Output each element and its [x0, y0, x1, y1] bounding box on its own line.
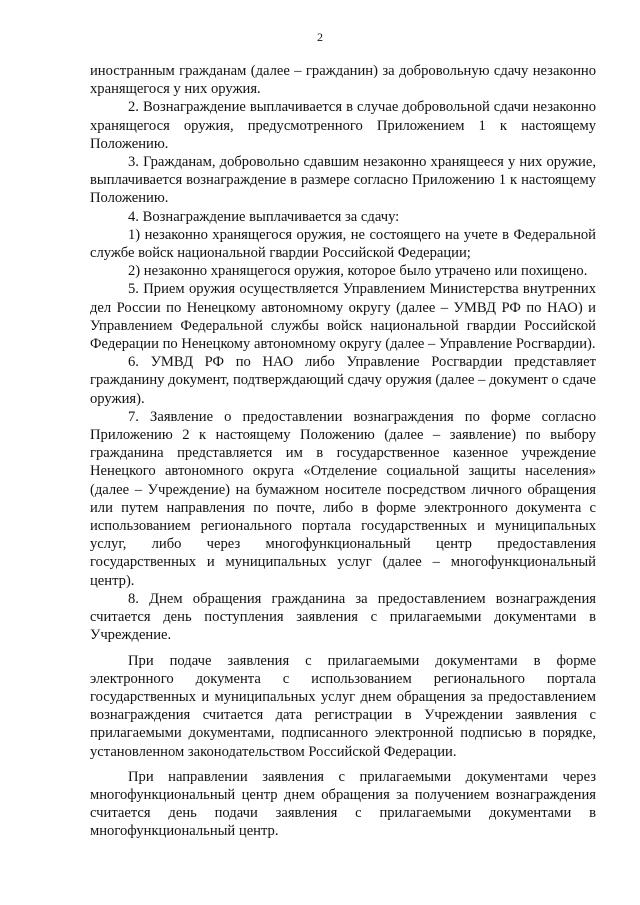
paragraph-item-6: 6. УМВД РФ по НАО либо Управление Росгвардии представляет гражданину документ, подтверждающий сдачу оружия (далее – документ о сдаче оружия).	[90, 354, 596, 407]
paragraph-item-5: 5. Прием оружия осуществляется Управлением Министерства внутренних дел России по Ненецкому автономному округу (далее – УМВД РФ по НАО) и Управлением Федеральной службы войск национальной гвардии Российской Федерации по Ненецкому автономному округу (далее – Управление Росгвардии).	[90, 281, 596, 353]
paragraph-gap	[90, 645, 596, 652]
paragraph-gap	[90, 761, 596, 768]
paragraph-item-4-sub-1: 1) незаконно хранящегося оружия, не состоящего на учете в Федеральной службе войск национальной гвардии Российской Федерации;	[90, 226, 596, 262]
paragraph-item-7: 7. Заявление о предоставлении вознаграждения по форме согласно Приложению 2 к настоящему Положению (далее – заявление) по выбору гражданина представляется им в государственное казенное учреждение Ненецкого автономного округа «Отделение социальной защиты населения» (далее – Учреждение) на бумажном носителе посредством личного обращения или путем направления по почте, либо в форме электронного документа с использованием регионального портала государственных и муниципальных услуг, либо через многофункциональный центр предоставления государственных и муниципальных услуг (далее – многофункциональный центр).	[90, 408, 596, 589]
paragraph-item-8: 8. Днем обращения гражданина за предоставлением вознаграждения считается день поступления заявления с прилагаемыми документами в Учреждение.	[90, 590, 596, 644]
document-body	[90, 62, 596, 841]
paragraph-item-4: 4. Вознаграждение выплачивается за сдачу:	[128, 208, 400, 225]
paragraph-item-8-mfc: При направлении заявления с прилагаемыми документами через многофункциональный центр днем обращения за получением вознаграждения считается день подачи заявления с прилагаемыми документами в многофункциональный центр.	[90, 768, 596, 840]
paragraph-intro: иностранным гражданам (далее – гражданин) за добровольную сдачу незаконно хранящегося у них оружия.	[90, 63, 596, 98]
paragraph-item-3: 3. Гражданам, добровольно сдавшим незаконно хранящееся у них оружие, выплачивается вознаграждение в размере согласно Приложению 1 к настоящему Положению.	[90, 154, 596, 207]
paragraph-item-2: 2. Вознаграждение выплачивается в случае добровольной сдачи незаконно хранящегося оружия, предусмотренного Приложением 1 к настоящему Положению.	[90, 99, 596, 152]
paragraph-item-4-sub-2: 2) незаконно хранящегося оружия, которое было утрачено или похищено.	[128, 263, 588, 280]
paragraph-item-8-electronic: При подаче заявления с прилагаемыми документами в форме электронного документа с использованием регионального портала государственных и муниципальных услуг днем обращения за предоставлением вознаграждения считается дата регистрации в Учреждении заявления с прилагаемыми документами, подписанного электронной подписью в порядке, установленном законодательством Российской Федерации.	[90, 652, 596, 760]
page-number: 2	[317, 30, 323, 44]
